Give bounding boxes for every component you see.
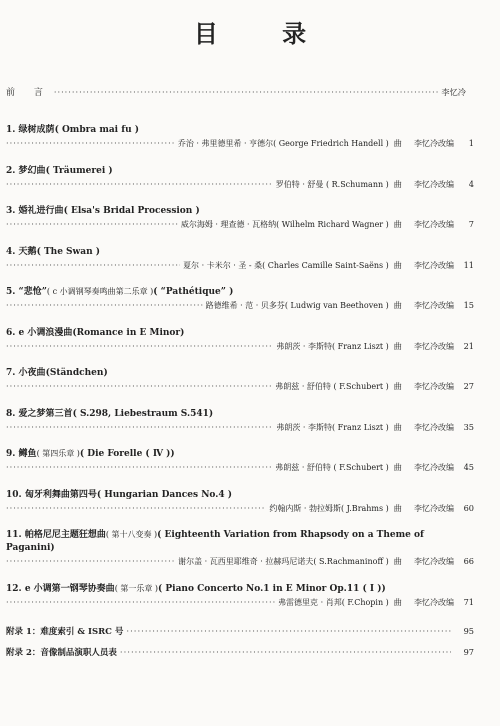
- entry-arranger: 李忆冷改编: [414, 597, 454, 607]
- entry-page-number: 1: [468, 138, 474, 148]
- entry-number: 12.: [6, 583, 22, 594]
- leader-dots: [6, 178, 273, 190]
- toc-entry[interactable]: [6, 582, 474, 609]
- entry-number: 10.: [6, 489, 22, 500]
- entry-composer: 罗伯特 · 舒曼 ( R.Schumann ): [275, 179, 389, 189]
- entry-title: [6, 366, 474, 380]
- entry-number: 4.: [6, 246, 16, 257]
- entry-composer: 路德维希 · 范 · 贝多芬( Ludwig van Beethoven ): [205, 301, 389, 310]
- entry-role: 曲: [393, 462, 402, 472]
- entry-english-title: ( “Pathétique” ): [153, 287, 234, 297]
- entry-credit-row: [6, 596, 474, 609]
- entry-chinese-title: 梦幻曲: [18, 165, 46, 176]
- entry-role: 曲: [393, 138, 402, 148]
- entry-composer: 乔治 · 弗里德里希 · 亨德尔( George Friedrich Handell ): [177, 139, 389, 148]
- entry-composer: 弗雷德里克 · 肖邦( F.Chopin ): [278, 597, 389, 607]
- toc-entry[interactable]: [6, 326, 474, 353]
- entry-composer: 谢尔盖 · 瓦西里耶维奇 · 拉赫玛尼诺夫( S.Rachmaninoff ): [178, 557, 389, 566]
- entry-number: 3.: [6, 206, 16, 216]
- toc-entry[interactable]: [6, 407, 474, 434]
- toc-entry[interactable]: [6, 447, 474, 474]
- entry-role: 曲: [393, 596, 402, 607]
- entry-title: [6, 582, 474, 596]
- entry-page-number: 11: [463, 259, 474, 270]
- entry-title: [6, 326, 474, 340]
- leader-dots: [6, 596, 275, 608]
- leader-dots: [6, 421, 273, 433]
- entry-chinese-title: 匈牙利舞曲第四号: [24, 489, 97, 500]
- entry-credit-row: [6, 218, 474, 231]
- appendix-label: 附录 1：难度索引 & ISRC 号: [6, 626, 124, 637]
- entry-role: 曲: [393, 178, 402, 189]
- entry-composer: 威尔海姆 · 理查德 · 瓦格纳( Wilhelm Richard Wagner ): [180, 220, 389, 229]
- leader-dots: [6, 259, 180, 271]
- entry-english-title: ( The Swan ): [36, 246, 101, 257]
- leader-dots: [120, 647, 451, 659]
- entry-page-number: 45: [463, 462, 474, 472]
- entry-title: [6, 528, 474, 542]
- entry-credit-row: [6, 555, 474, 568]
- entry-title-continued: Paganini): [6, 543, 55, 553]
- entry-english-title: (Ständchen): [45, 368, 108, 378]
- entry-composer: 弗朗茨 · 李斯特( Franz Liszt ): [276, 422, 389, 432]
- toc-entry[interactable]: [6, 488, 474, 515]
- preface-author: 李忆冷: [441, 87, 466, 97]
- entry-composer: 夏尔 · 卡米尔 · 圣 - 桑( Charles Camille Saint-Saëns ): [183, 260, 389, 270]
- toc-entry[interactable]: [6, 528, 474, 568]
- entry-chinese-title: 天鹅: [18, 246, 37, 257]
- entry-arranger: 李忆冷改编: [414, 503, 454, 513]
- entry-composer: 弗朗兹 · 舒伯特 ( F.Schubert ): [275, 463, 389, 472]
- entry-role: 曲: [393, 421, 402, 432]
- entry-number: 7.: [6, 368, 16, 378]
- entry-credit-row: [6, 137, 474, 150]
- entry-arranger: 李忆冷改编: [414, 341, 454, 351]
- entry-arranger: 李忆冷改编: [414, 220, 454, 229]
- leader-dots: [6, 461, 272, 473]
- toc-entry[interactable]: [6, 245, 474, 272]
- entry-english-title: ( Ombra mai fu ): [54, 125, 140, 135]
- entry-title: [6, 204, 474, 218]
- toc-entry[interactable]: [6, 123, 474, 150]
- preface-row[interactable]: [6, 86, 474, 99]
- entry-english-title: (Romance in E Minor): [72, 327, 185, 338]
- entry-title: [6, 447, 474, 461]
- entry-page-number: 60: [463, 502, 474, 513]
- page-title: 目 录: [193, 19, 335, 48]
- appendix-page: 95: [463, 625, 474, 636]
- toc-entry[interactable]: [6, 204, 474, 231]
- toc-entry[interactable]: [6, 366, 474, 393]
- toc-entry[interactable]: [6, 285, 474, 312]
- toc-entry[interactable]: [6, 164, 474, 191]
- entry-title: [6, 123, 474, 137]
- entry-role: 曲: [393, 219, 402, 229]
- entry-english-title: ( Piano Concerto No.1 in E Minor Op.11 ( Ⅰ )): [158, 583, 386, 594]
- leader-dots: [54, 86, 439, 98]
- leader-dots: [126, 626, 451, 638]
- entry-role: 曲: [393, 300, 402, 310]
- entry-page-number: 15: [463, 300, 474, 310]
- entry-subtitle: ( 第一乐章 ): [114, 583, 159, 593]
- entry-title: [6, 164, 474, 178]
- entry-english-title: ( Träumerei ): [45, 165, 113, 176]
- entry-composer: 弗朗茨 · 李斯特( Franz Liszt ): [276, 341, 389, 351]
- entry-number: 8.: [6, 408, 16, 419]
- appendix-label: 附录 2：音像制品演职人员表: [6, 647, 117, 658]
- entry-page-number: 66: [463, 556, 474, 566]
- entry-number: 9.: [6, 449, 16, 459]
- entry-arranger: 李忆冷改编: [414, 139, 454, 148]
- entry-role: 曲: [393, 259, 402, 270]
- entry-subtitle: ( c 小调钢琴奏鸣曲第二乐章 ): [46, 287, 154, 296]
- entry-credit-row: [6, 461, 474, 474]
- entry-number: 5.: [6, 287, 16, 297]
- entry-number: 11.: [6, 530, 22, 540]
- entry-arranger: 李忆冷改编: [414, 557, 454, 566]
- entry-arranger: 李忆冷改编: [414, 463, 454, 472]
- entry-number: 6.: [6, 327, 16, 338]
- leader-dots: [6, 340, 273, 352]
- entry-english-title: ( S.298, Liebestraum S.541): [72, 408, 214, 419]
- entry-chinese-title: 鳟鱼: [18, 449, 37, 459]
- entry-chinese-title: “悲怆”: [18, 287, 47, 297]
- entry-arranger: 李忆冷改编: [414, 422, 454, 432]
- entry-chinese-title: 帕格尼尼主题狂想曲: [24, 530, 106, 540]
- entry-page-number: 71: [463, 596, 474, 607]
- entry-number: 1.: [6, 125, 16, 135]
- toc: [6, 86, 474, 667]
- entry-credit-row: [6, 502, 474, 515]
- entry-title: [6, 245, 474, 259]
- entry-english-title: ( Hungarian Dances No.4 ): [96, 489, 233, 500]
- entry-number: 2.: [6, 165, 16, 176]
- leader-dots: [6, 555, 175, 567]
- entry-page-number: 35: [463, 421, 474, 432]
- entry-credit-row: [6, 178, 474, 191]
- entry-credit-row: [6, 380, 474, 393]
- entry-credit-row: [6, 421, 474, 434]
- entry-composer: 弗朗兹 · 舒伯特 ( F.Schubert ): [275, 382, 389, 391]
- entry-chinese-title: e 小调第一钢琴协奏曲: [24, 583, 115, 594]
- leader-dots: [6, 218, 178, 230]
- entry-page-number: 7: [468, 219, 474, 229]
- entry-page-number: 4: [468, 178, 474, 189]
- appendix-row[interactable]: [6, 646, 474, 659]
- entry-chinese-title: e 小调浪漫曲: [18, 327, 73, 338]
- entry-chinese-title: 绿树成荫: [18, 125, 55, 135]
- entry-role: 曲: [393, 381, 402, 391]
- appendix-row[interactable]: [6, 625, 474, 638]
- leader-dots: [6, 299, 203, 311]
- entry-arranger: 李忆冷改编: [414, 179, 454, 189]
- entry-credit-row: [6, 299, 474, 312]
- entry-role: 曲: [393, 556, 402, 566]
- entry-role: 曲: [393, 502, 402, 513]
- entry-english-title: ( Elsa's Bridal Procession ): [63, 206, 200, 216]
- entry-english-title: ( Die Forelle ( Ⅳ )): [79, 449, 175, 459]
- entry-credit-row: [6, 340, 474, 353]
- entry-title: [6, 407, 474, 421]
- appendix-section: [6, 625, 474, 659]
- toc-entries: [6, 123, 474, 609]
- leader-dots: [6, 380, 272, 392]
- leader-dots: [6, 502, 266, 514]
- appendix-page: 97: [463, 646, 474, 657]
- entry-title: [6, 285, 474, 299]
- entry-arranger: 李忆冷改编: [414, 382, 454, 391]
- entry-chinese-title: 婚礼进行曲: [18, 206, 64, 216]
- entry-page-number: 21: [463, 340, 474, 351]
- leader-dots: [6, 137, 175, 149]
- entry-page-number: 27: [463, 381, 474, 391]
- entry-arranger: 李忆冷改编: [414, 301, 454, 310]
- entry-role: 曲: [393, 340, 402, 351]
- entry-chinese-title: 小夜曲: [18, 368, 46, 378]
- entry-title: [6, 488, 474, 502]
- entry-subtitle: ( 第十八变奏 ): [105, 530, 158, 539]
- entry-chinese-title: 爱之梦第三首: [18, 408, 73, 419]
- entry-arranger: 李忆冷改编: [414, 260, 454, 270]
- entry-credit-row: [6, 259, 474, 272]
- entry-english-title: ( Eighteenth Variation from Rhapsody on a Theme of: [157, 530, 424, 540]
- entry-subtitle: ( 第四乐章 ): [36, 449, 80, 458]
- preface-label: 前 言: [6, 88, 51, 98]
- entry-composer: 约翰内斯 · 勃拉姆斯( J.Brahms ): [269, 503, 389, 513]
